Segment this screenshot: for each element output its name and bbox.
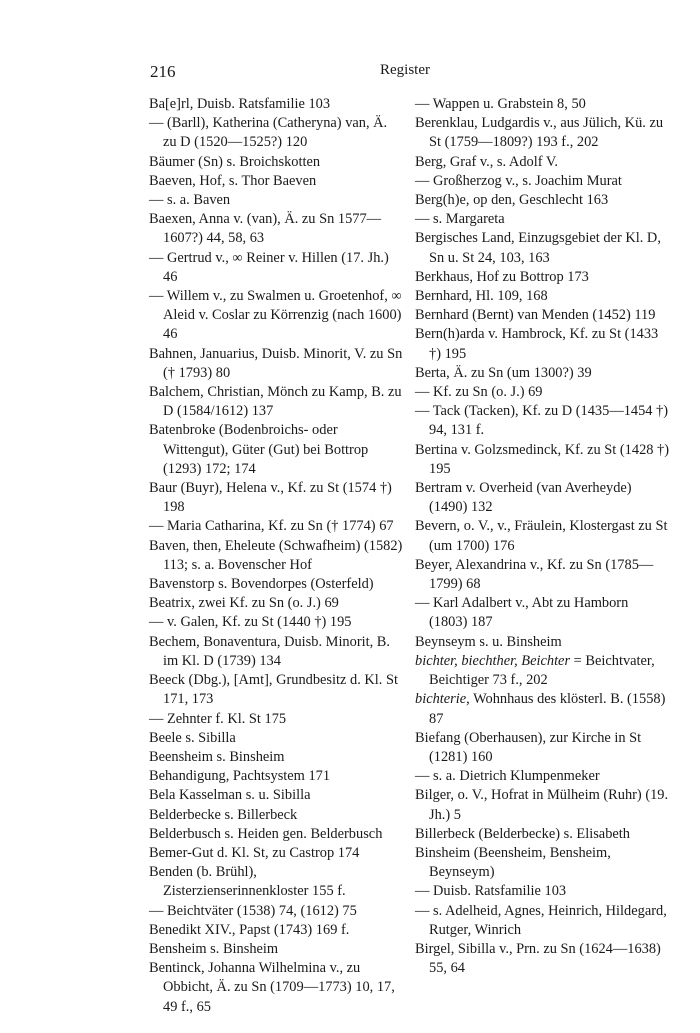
index-entry (415, 594, 670, 632)
index-entry-text: Beensheim s. Binsheim (149, 748, 285, 765)
index-entry (415, 825, 670, 844)
index-entry (415, 268, 670, 287)
index-entry (415, 652, 670, 690)
index-entry-text: Bevern, o. V., v., Fräulein, Klostergast zu St (um 1700) 176 (415, 518, 668, 554)
index-entry (149, 479, 404, 517)
index-entry-text: — Willem v., zu Swalmen u. Groetenhof, ∞ Aleid v. Coslar zu Körrenzig (nach 1600) 46 (149, 288, 402, 343)
index-entry (149, 786, 404, 805)
index-entry-text: Belderbusch s. Heiden gen. Belderbusch (149, 825, 383, 842)
index-entry (149, 153, 404, 172)
index-entry (149, 671, 404, 709)
index-entry-text: Bernhard, Hl. 109, 168 (415, 288, 548, 305)
index-entry (149, 191, 404, 210)
index-entry (149, 863, 404, 901)
index-entry-text: — Maria Catharina, Kf. zu Sn († 1774) 67 (149, 518, 394, 535)
index-entry-text: — Großherzog v., s. Joachim Murat (415, 172, 622, 189)
index-entry-text: Bavenstorp s. Bovendorpes (Osterfeld) (149, 576, 374, 593)
index-entry (149, 114, 404, 152)
index-entry (149, 902, 404, 921)
index-entry-text: Beatrix, zwei Kf. zu Sn (o. J.) 69 (149, 595, 339, 612)
index-entry-text: — Wappen u. Grabstein 8, 50 (415, 96, 586, 112)
index-entry-text: — s. a. Dietrich Klumpenmeker (415, 768, 600, 785)
index-entry (149, 594, 404, 613)
index-entry (415, 556, 670, 594)
index-entry (149, 633, 404, 671)
index-entry-text: Bechem, Bonaventura, Duisb. Minorit, B. im Kl. D (1739) 134 (149, 633, 391, 669)
index-entry (415, 210, 670, 229)
index-entry (415, 786, 670, 824)
index-entry-text: Belderbecke s. Billerbeck (149, 806, 298, 823)
index-column-left (149, 95, 404, 1017)
index-term: bichter, biechther, Beichter (415, 652, 571, 669)
index-entry-text: Behandigung, Pachtsystem 171 (149, 768, 331, 785)
index-entry (415, 882, 670, 901)
page-number: 216 (150, 62, 176, 81)
running-head: Register (380, 62, 430, 78)
index-entry-text: Bernhard (Bernt) van Menden (1452) 119 (415, 307, 656, 324)
index-entry-text: Birgel, Sibilla v., Prn. zu Sn (1624—1638) 55, 64 (415, 940, 661, 977)
index-entry-text: Berenklau, Ludgardis v., aus Jülich, Kü. zu St (1759—1809?) 193 f., 202 (415, 115, 664, 151)
index-entry-text: — Tack (Tacken), Kf. zu D (1435—1454 †) 94, 131 f. (415, 403, 669, 439)
index-entry-text: Bahnen, Januarius, Duisb. Minorit, V. zu Sn († 1793) 80 (149, 345, 403, 381)
index-entry-text: — Beichtväter (1538) 74, (1612) 75 (149, 902, 357, 919)
index-entry-text: Beynseym s. u. Binsheim (415, 633, 562, 650)
index-entry (415, 191, 670, 210)
index-entry-text: Balchem, Christian, Mönch zu Kamp, B. zu D (1584/1612) 137 (149, 384, 402, 420)
index-entry-text: Bentinck, Johanna Wilhelmina v., zu Obbicht, Ä. zu Sn (1709—1773) 10, 17, 49 f., 65 (149, 960, 395, 1015)
index-entry-text: Batenbroke (Bodenbroichs- oder Wittengut), Güter (Gut) bei Bottrop (1293) 172; 174 (149, 422, 369, 477)
index-entry-text: Benedikt XIV., Papst (1743) 169 f. (149, 921, 350, 938)
index-entry (149, 249, 404, 287)
index-entry-text: Berg, Graf v., s. Adolf V. (415, 153, 558, 170)
index-entry-text: Bäumer (Sn) s. Broichskotten (149, 153, 321, 170)
index-entry (415, 844, 670, 882)
index-entry-text: Bilger, o. V., Hofrat in Mülheim (Ruhr) (19. Jh.) 5 (415, 787, 669, 823)
index-entry-text: Baexen, Anna v. (van), Ä. zu Sn 1577—1607?) 44, 58, 63 (149, 211, 382, 247)
index-entry (415, 633, 670, 652)
index-entry (415, 172, 670, 191)
index-entry (149, 210, 404, 248)
index-entry (415, 902, 670, 940)
index-entry-text: — Gertrud v., ∞ Reiner v. Hillen (17. Jh.) 46 (149, 249, 389, 285)
index-entry (149, 383, 404, 421)
index-entry-text: Baur (Buyr), Helena v., Kf. zu St (1574 †) 198 (149, 480, 392, 516)
index-entry-text: Berta, Ä. zu Sn (um 1300?) 39 (415, 364, 592, 381)
index-entry-text: Bela Kasselman s. u. Sibilla (149, 787, 311, 804)
index-entry (149, 767, 404, 786)
index-entry-text: — Duisb. Ratsfamilie 103 (415, 883, 567, 900)
index-entry (149, 95, 404, 114)
index-entry (149, 613, 404, 632)
index-entry-text: — Kf. zu Sn (o. J.) 69 (415, 384, 543, 401)
index-entry (415, 729, 670, 767)
index-entry-text: Bergisches Land, Einzugsgebiet der Kl. D, Sn u. St 24, 103, 163 (415, 230, 661, 266)
index-entry-text: Beyer, Alexandrina v., Kf. zu Sn (1785—1799) 68 (415, 556, 654, 593)
index-entry-text: Beele s. Sibilla (149, 729, 236, 746)
index-entry-text: Benden (b. Brühl), Zisterzienserinnenkloster 155 f. (149, 864, 346, 900)
index-entry (415, 441, 670, 479)
index-entry-text: Berg(h)e, op den, Geschlecht 163 (415, 192, 609, 209)
index-entry (415, 383, 670, 402)
index-entry-text: — Zehnter f. Kl. St 175 (149, 710, 287, 727)
index-entry-text: — v. Galen, Kf. zu St (1440 †) 195 (149, 614, 352, 631)
index-entry-text: — (Barll), Katherina (Catheryna) van, Ä. zu D (1520—1525?) 120 (149, 115, 388, 151)
index-entry (149, 825, 404, 844)
index-entry (415, 153, 670, 172)
index-entry (415, 306, 670, 325)
index-entry (149, 517, 404, 536)
index-entry (415, 287, 670, 306)
index-entry (149, 940, 404, 959)
index-entry-text: Bern(h)arda v. Hambrock, Kf. zu St (1433 †) 195 (415, 326, 659, 362)
index-entry (149, 421, 404, 479)
index-entry (415, 402, 670, 440)
index-entry (415, 479, 670, 517)
index-entry (149, 844, 404, 863)
index-entry (149, 172, 404, 191)
index-entry-text: Bertina v. Golzsmedinck, Kf. zu St (1428 †) 195 (415, 441, 670, 477)
index-entry (415, 690, 670, 728)
index-entry (149, 921, 404, 940)
index-entry-text: , Wohnhaus des klösterl. B. (1558) 87 (429, 691, 666, 727)
index-entry (149, 806, 404, 825)
index-entry-text: Billerbeck (Belderbecke) s. Elisabeth (415, 825, 630, 842)
index-entry-text: Bertram v. Overheid (van Averheyde) (1490) 132 (415, 480, 632, 516)
index-entry-text: Binsheim (Beensheim, Bensheim, Beynseym) (415, 844, 611, 881)
index-entry-text: — s. Margareta (415, 211, 505, 228)
index-entry-text: Bensheim s. Binsheim (149, 940, 279, 957)
index-entry (415, 229, 670, 267)
index-entry (149, 748, 404, 767)
index-entry (415, 517, 670, 555)
index-entry-text: Baven, then, Eheleute (Schwafheim) (1582) 113; s. a. Bovenscher Hof (149, 537, 403, 573)
index-entry-text: = Beichtvater, Beichtiger 73 f., 202 (429, 652, 655, 689)
index-entry-text: Biefang (Oberhausen), zur Kirche in St (1281) 160 (415, 729, 642, 765)
index-entry (415, 364, 670, 383)
index-entry (149, 959, 404, 1017)
index-entry-text: — s. a. Baven (149, 192, 231, 209)
index-entry (149, 345, 404, 383)
index-entry (415, 940, 670, 978)
index-entry-text: Ba[e]rl, Duisb. Ratsfamilie 103 (149, 96, 331, 112)
index-entry-text: Beeck (Dbg.), [Amt], Grundbesitz d. Kl. St 171, 173 (149, 672, 398, 708)
index-entry-text: Bemer-Gut d. Kl. St, zu Castrop 174 (149, 844, 360, 861)
index-entry (149, 287, 404, 345)
index-entry (415, 767, 670, 786)
index-column-right (415, 95, 670, 978)
index-entry-text: Baeven, Hof, s. Thor Baeven (149, 172, 317, 189)
index-entry (149, 729, 404, 748)
index-entry-text: Berkhaus, Hof zu Bottrop 173 (415, 268, 589, 285)
index-entry (149, 537, 404, 575)
index-entry (149, 575, 404, 594)
index-entry (415, 95, 670, 114)
index-entry (149, 710, 404, 729)
index-entry (415, 114, 670, 152)
index-entry-text: — Karl Adalbert v., Abt zu Hamborn (1803) 187 (415, 595, 629, 631)
index-entry (415, 325, 670, 363)
index-term: bichterie (415, 691, 467, 708)
index-entry-text: — s. Adelheid, Agnes, Heinrich, Hildegard, Rutger, Winrich (415, 902, 667, 938)
